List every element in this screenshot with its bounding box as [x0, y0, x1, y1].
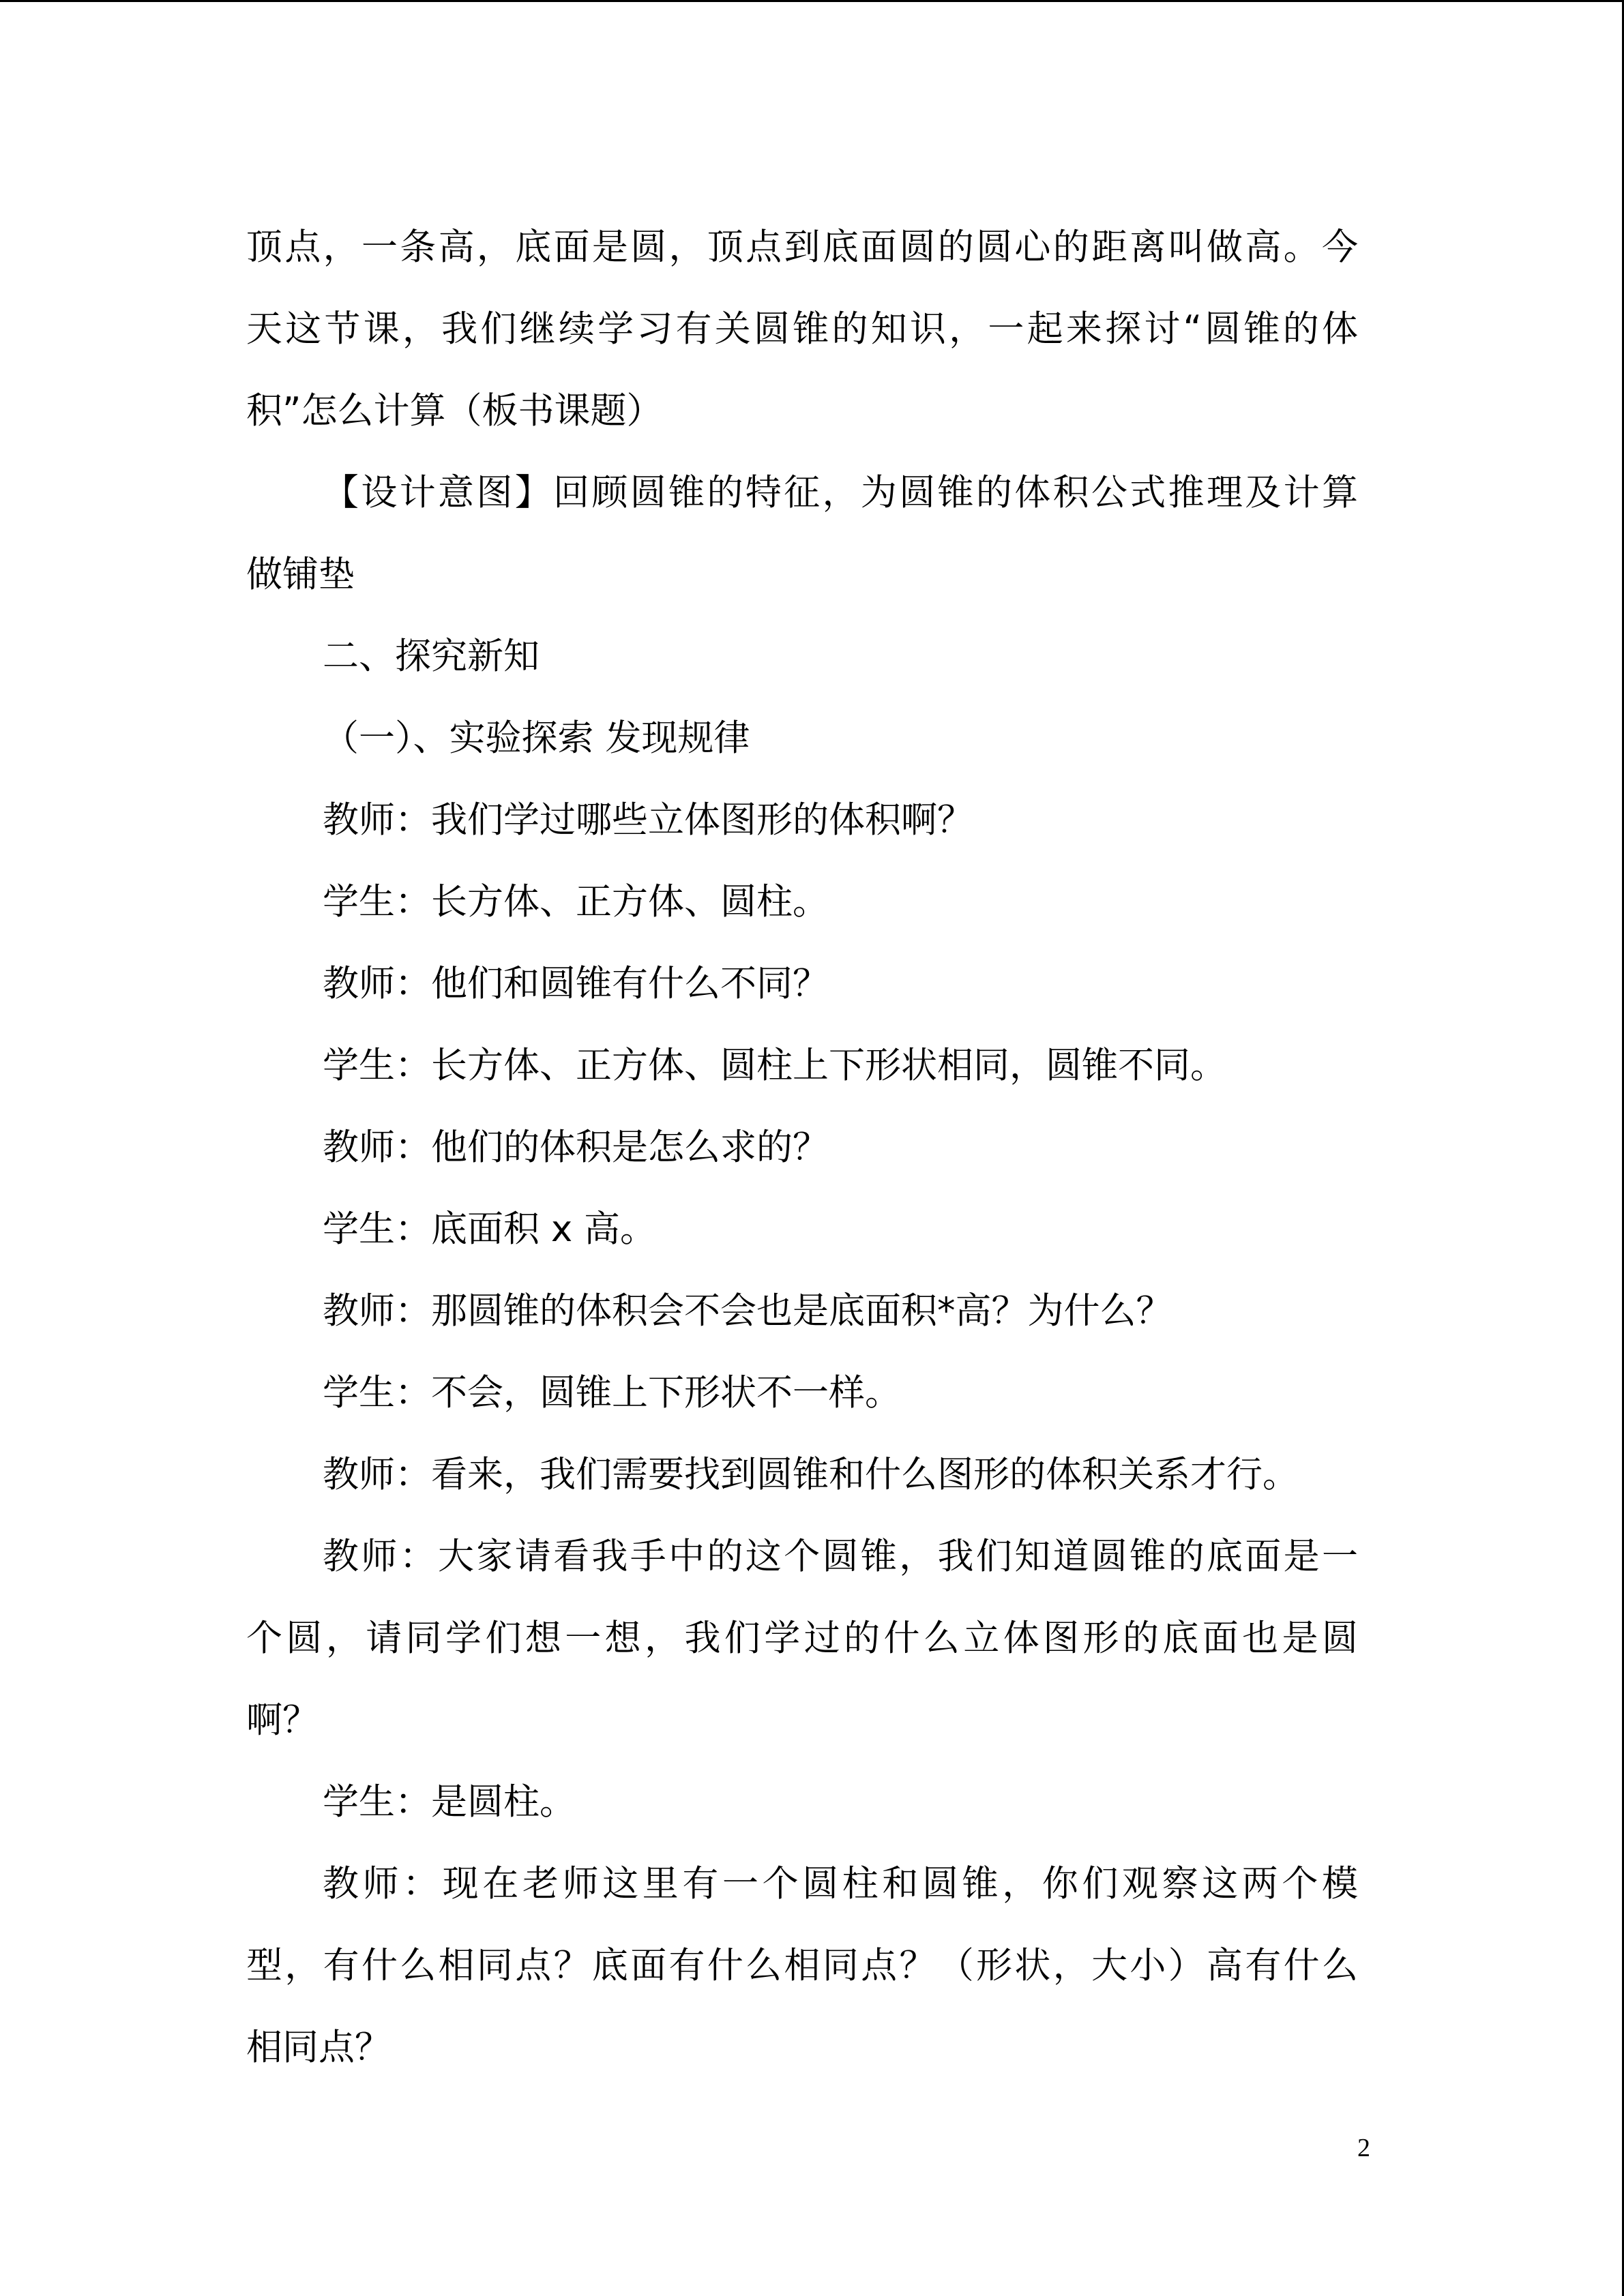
dialogue-line: 型，有什么相同点？底面有什么相同点？（形状，大小）高有什么 [246, 1945, 1358, 1986]
page-number: 2 [1357, 2134, 1370, 2162]
text-line: 顶点，一条高，底面是圆，顶点到底面圆的圆心的距离叫做高。今 [246, 226, 1358, 268]
dialogue-line: 教师：他们的体积是怎么求的？ [323, 1127, 829, 1168]
dialogue-line: 学生：是圆柱。 [323, 1781, 576, 1823]
dialogue-line: 个圆，请同学们想一想，我们学过的什么立体图形的底面也是圆 [246, 1617, 1358, 1659]
dialogue-line: 啊？ [246, 1699, 319, 1741]
dialogue-line: 教师：我们学过哪些立体图形的体积啊？ [323, 799, 973, 841]
text-line: 天这节课，我们继续学习有关圆锥的知识，一起来探讨“圆锥的体 [246, 308, 1358, 350]
dialogue-line: 学生：长方体、正方体、圆柱。 [323, 881, 829, 923]
design-intent-line: 做铺垫 [246, 554, 355, 595]
dialogue-line: 教师：看来，我们需要找到圆锥和什么图形的体积关系才行。 [323, 1454, 1299, 1495]
dialogue-line: 教师：那圆锥的体积会不会也是底面积*高？为什么？ [323, 1290, 1172, 1332]
dialogue-line: 学生：不会，圆锥上下形状不一样。 [323, 1372, 901, 1414]
dialogue-line: 教师：他们和圆锥有什么不同？ [323, 963, 829, 1004]
document-body [246, 207, 1358, 2089]
section-heading: 二、探究新知 [323, 636, 540, 677]
dialogue-line: 学生：底面积 x 高。 [323, 1208, 657, 1250]
design-intent-line: 【设计意图】回顾圆锥的特征，为圆锥的体积公式推理及计算 [323, 472, 1358, 513]
subsection-heading: （一）、实验探索 发现规律 [323, 717, 750, 759]
text-line: 积”怎么计算（板书课题） [246, 390, 663, 432]
dialogue-line: 相同点？ [246, 2027, 391, 2068]
dialogue-line: 教师：大家请看我手中的这个圆锥，我们知道圆锥的底面是一 [323, 1536, 1358, 1577]
dialogue-line: 学生：长方体、正方体、圆柱上下形状相同，圆锥不同。 [323, 1045, 1226, 1086]
dialogue-line: 教师：现在老师这里有一个圆柱和圆锥，你们观察这两个模 [323, 1863, 1358, 1905]
